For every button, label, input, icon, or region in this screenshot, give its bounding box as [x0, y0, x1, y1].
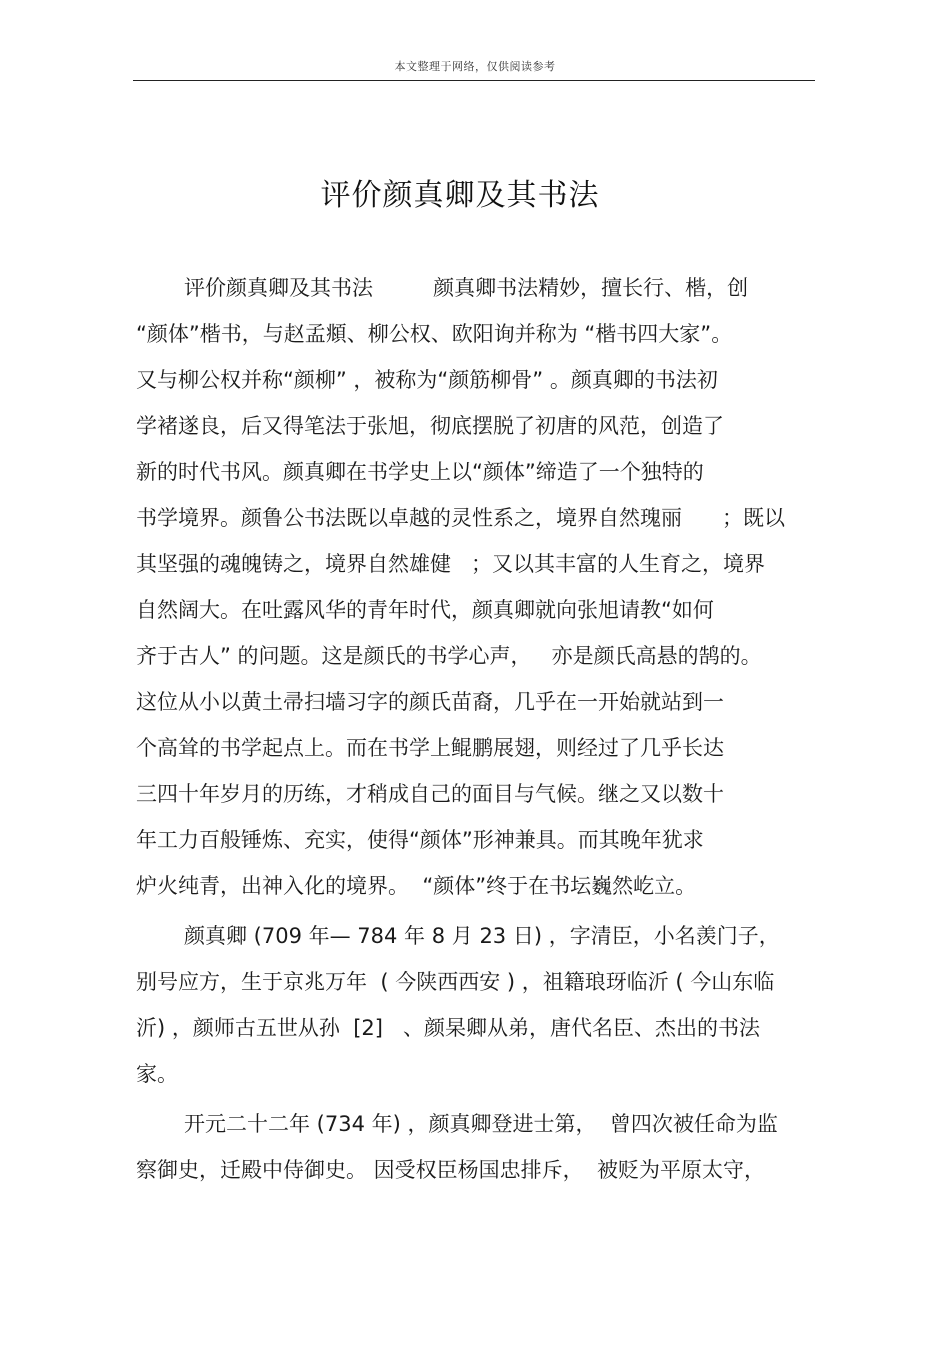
- body-line: 学褚遂良，后又得笔法于张旭，彻底摆脱了初唐的风范，创造了: [136, 414, 724, 438]
- body-line: 又与柳公权并称“颜柳” ，被称为“颜筋柳骨” 。颜真卿的书法初: [136, 368, 718, 392]
- body-line: 颜真卿 (709 年— 784 年 8 月 23 日) ，字清臣，小名羡门子，: [184, 924, 780, 948]
- header-divider: [133, 80, 815, 81]
- body-line: 书学境界。颜鲁公书法既以卓越的灵性系之，境界自然瑰丽 ；既以: [136, 506, 786, 530]
- body-line: 炉火纯青，出神入化的境界。 “颜体”终于在书坛巍然屹立。: [136, 874, 697, 898]
- body-line: 这位从小以黄土帚扫墙习字的颜氏苗裔，几乎在一开始就站到一: [136, 690, 724, 714]
- body-line: 别号应方，生于京兆万年 ( 今陕西西安 ) ，祖籍琅玡临沂 ( 今山东临: [136, 970, 775, 994]
- body-line: 新的时代书风。颜真卿在书学史上以“颜体”缔造了一个独特的: [136, 460, 704, 484]
- body-line: 年工力百般锤炼、充实，使得“颜体”形神兼具。而其晚年犹求: [136, 828, 704, 852]
- body-line: 三四十年岁月的历练，才稍成自己的面目与气候。继之又以数十: [136, 782, 724, 806]
- body-line: 沂) ，颜师古五世从孙 [2] 、颜杲卿从弟，唐代名臣、杰出的书法: [136, 1016, 760, 1040]
- body-line: 其坚强的魂魄铸之，境界自然雄健 ；又以其丰富的人生育之，境界: [136, 552, 766, 576]
- body-line: 家。: [136, 1062, 178, 1086]
- page-header-note: 本文整理于网络，仅供阅读参考: [394, 60, 556, 73]
- body-line: “颜体”楷书，与赵孟頫、柳公权、欧阳询并称为 “楷书四大家”。: [136, 322, 733, 346]
- document-title: 评价颜真卿及其书法: [320, 178, 600, 214]
- body-line: 开元二十二年 (734 年) ，颜真卿登进士第， 曾四次被任命为监: [184, 1112, 778, 1136]
- body-line: 评价颜真卿及其书法 颜真卿书法精妙，擅长行、楷，创: [184, 276, 749, 300]
- body-line: 个高耸的书学起点上。而在书学上鲲鹏展翅，则经过了几乎长达: [136, 736, 724, 760]
- body-line: 齐于古人” 的问题。这是颜氏的书学心声， 亦是颜氏高悬的鹄的。: [136, 644, 762, 668]
- body-line: 自然阔大。在吐露风华的青年时代，颜真卿就向张旭请教“如何: [136, 598, 714, 622]
- body-line: 察御史，迁殿中侍御史。 因受权臣杨国忠排斥， 被贬为平原太守，: [136, 1158, 766, 1182]
